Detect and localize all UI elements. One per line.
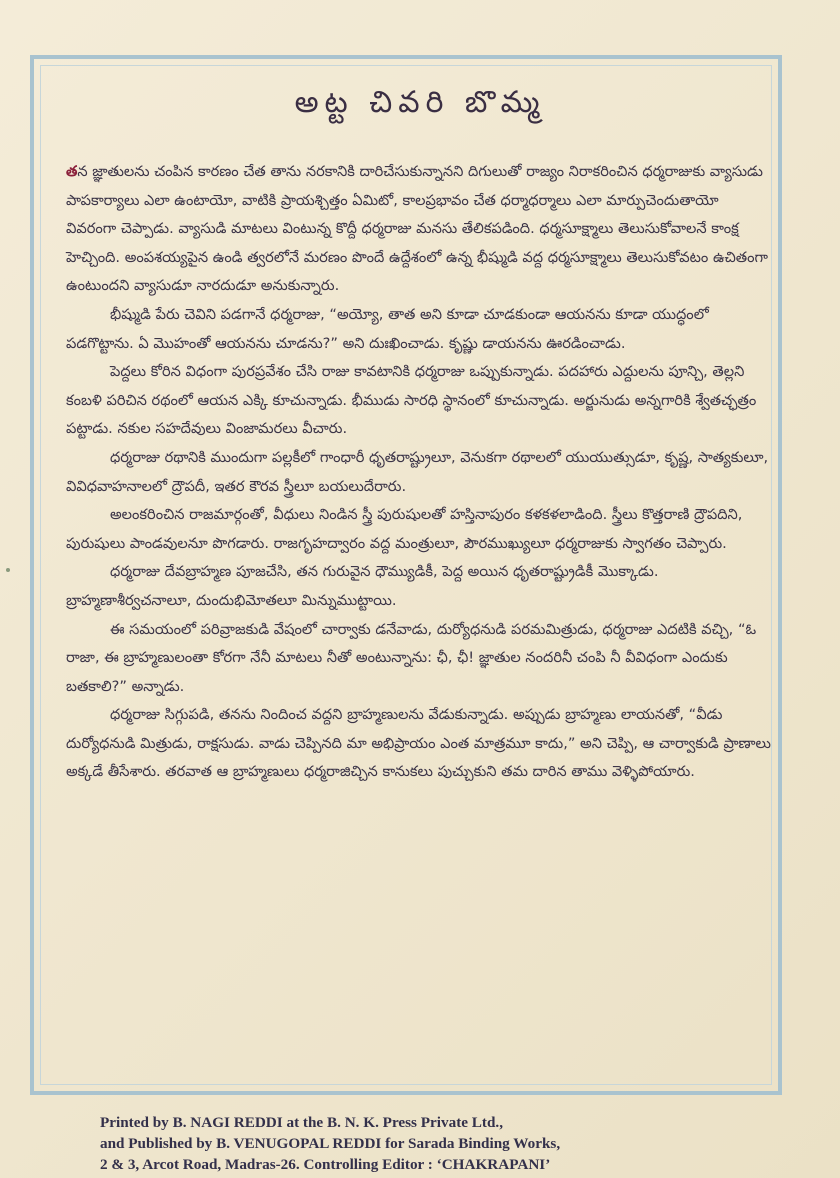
paragraph-1: తన జ్ఞాతులను చంపిన కారణం చేత తాను నరకానికి దారిచేసుకున్నానని దిగులుతో రాజ్యం నిరాకరించిన ధర్మరాజుకు వ్యాసుడు పాపకార్యాలు ఎలా ఉంటాయో, వాటికి ప్రాయశ్చిత్తం ఏమిటో, కాలప్రభావం చేత ధర్మాధర్మాలు ఎలా మార్పుచెందుతాయో వివరంగా చెప్పాడు. వ్యాసుడి మాటలు వింటున్న కొద్దీ ధర్మరాజు మనసు తేలికపడింది. ధర్మసూక్ష్మాలు తెలుసుకోవాలనే కాంక్ష హెచ్చింది. అంపశయ్యపైన ఉండి త్వరలోనే మరణం పొందే ఉద్దేశంలో ఉన్న భీష్ముడి వద్ద ధర్మసూక్ష్మాలు తెలుసుకోవటం ఉచితంగా ఉంటుందని వ్యాసుడూ నారదుడూ అనుకున్నారు.: [66, 163, 768, 295]
imprint-footer: [100, 1112, 810, 1175]
imprint-line-2: and Published by B. VENUGOPAL REDDI for Sarada Binding Works,: [100, 1135, 561, 1152]
page-title: అట్ట చివరి బొమ్మ: [294, 85, 546, 120]
paragraph-5: అలంకరించిన రాజమార్గంతో, వీధులు నిండిన స్త్రీ పురుషులతో హస్తినాపురం కళకళలాడింది. స్త్రీలు కొత్తరాణి ద్రౌపదిని, పురుషులు పాండవులనూ పొగడారు. రాజగృహద్వారం వద్ద మంత్రులూ, పౌరముఖ్యులూ ధర్మరాజుకు స్వాగతం చెప్పారు.: [66, 506, 743, 552]
paragraph-7: ఈ సమయంలో పరివ్రాజకుడి వేషంలో చార్వాకు డనేవాడు, దుర్యోధనుడి పరమమిత్రుడు, ధర్మరాజు ఎదటికి వచ్చి, “ఓ రాజా, ఈ బ్రాహ్మణులంతా కోరగా నేనీ మాటలు నీతో అంటున్నాను: ఛీ, ఛీ! జ్ఞాతుల నందరినీ చంపి నీ వీవిధంగా ఎందుకు బతకాలి?” అన్నాడు.: [66, 620, 757, 695]
paper-speck: [6, 568, 10, 572]
paragraph-8: ధర్మరాజు సిగ్గుపడి, తనను నిందించ వద్దని బ్రాహ్మణులను వేడుకున్నాడు. అప్పుడు బ్రాహ్మణు లాయనతో, “వీడు దుర్యోధనుడి మిత్రుడు, రాక్షసుడు. వాడు చెప్పినది మా అభిప్రాయం ఎంత మాత్రమూ కాదు,” అని చెప్పి, ఆ చార్వాకుడి ప్రాణాలు అక్కడే తీసేశారు. తరవాత ఆ బ్రాహ్మణులు ధర్మరాజిచ్చిన కానుకలు పుచ్చుకుని తమ దారిన తాము వెళ్ళిపోయారు.: [66, 706, 771, 781]
paragraph-2: భీష్ముడి పేరు చెవిని పడగానే ధర్మరాజు, “అయ్యో, తాత అని కూడా చూడకుండా ఆయనను కూడా యుద్ధంలో పడగొట్టాను. ఏ మొహంతో ఆయనను చూడను?” అని దుఃఖించాడు. కృష్ణు డాయనను ఊరడించాడు.: [66, 305, 709, 352]
paragraph-4: ధర్మరాజు రథానికి ముందుగా పల్లకీలో గాంధారీ ధృతరాష్ట్రులూ, వెనుకగా రథాలలో యుయుత్సుడూ, కృష్ణ, సాత్యకులూ, వివిధవాహనాలలో ద్రౌపదీ, ఇతర కౌరవ స్త్రీలూ బయలుదేరారు.: [66, 448, 769, 495]
paragraph-3: పెద్దలు కోరిన విధంగా పురప్రవేశం చేసి రాజు కావటానికి ధర్మరాజు ఒప్పుకున్నాడు. పదహారు ఎద్దులను పూన్చి, తెల్లని కంబళి పరిచిన రథంలో ఆయన ఎక్కి కూచున్నాడు. భీముడు సారధి స్థానంలో కూచున్నాడు. అర్జునుడు అన్నగారికి శ్వేతచ్ఛత్రం పట్టాడు. నకుల సహదేవులు వింజామరలు వీచారు.: [66, 363, 757, 438]
imprint-line-3: 2 & 3, Arcot Road, Madras-26. Controlling Editor : ‘CHAKRAPANI’: [100, 1156, 551, 1173]
article-body: [66, 158, 772, 787]
imprint-line-1: Printed by B. NAGI REDDI at the B. N. K. Press Private Ltd.,: [100, 1114, 504, 1131]
paragraph-6: ధర్మరాజు దేవబ్రాహ్మణ పూజచేసి, తన గురువైన ధౌమ్యుడికీ, పెద్ద అయిన ధృతరాష్ట్రుడికీ మొక్కాడు. బ్రాహ్మణాశీర్వచనాలూ, దుందుభిమోతలూ మిన్నుముట్టాయి.: [66, 563, 659, 609]
